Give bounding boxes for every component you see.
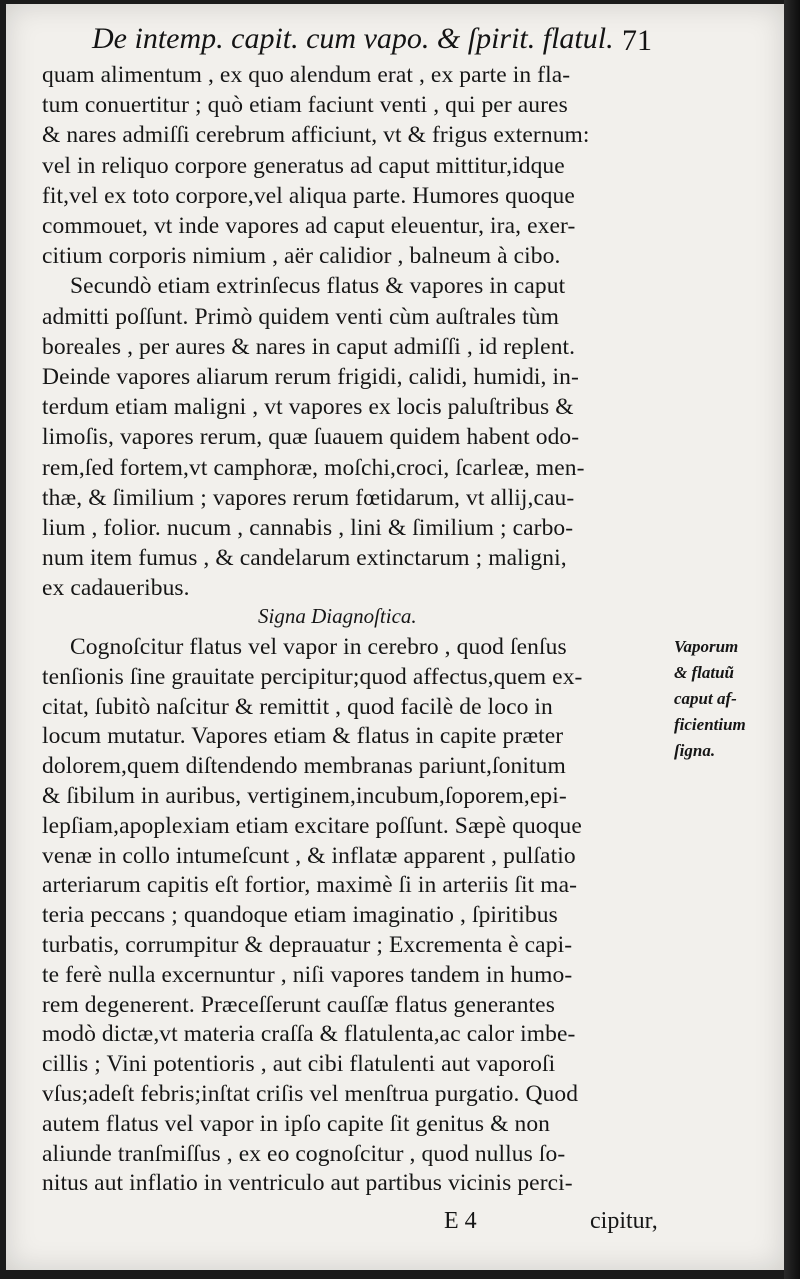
text-line: aliunde tranſmiſſus , ex eo cognoſcitur , quod nullus ſo- [42, 1140, 566, 1167]
text-line: limoſis, vapores rerum, quæ ſuauem quidem habent odo- [42, 424, 580, 451]
text-line: admitti poſſunt. Primò quidem venti cùm auſtrales tùm [42, 303, 560, 330]
text-line: lepſiam,apoplexiam etiam excitare poſſunt. Sæpè quoque [42, 812, 582, 839]
text-line: locum mutatur. Vapores etiam & flatus in capite præter [42, 723, 564, 750]
text-line: vſus;adeſt febris;inſtat criſis vel menſtrua purgatio. Quod [42, 1081, 579, 1107]
text-line: tum conuertitur ; quò etiam faciunt venti , qui per aures [42, 92, 568, 119]
margin-note-line: caput af- [674, 689, 737, 708]
text-line: turbatis, corrumpitur & deprauatur ; Excrementa è capi- [42, 932, 573, 958]
text-line: thæ, & ſimilium ; vapores rerum fœtidarum, vt allij,cau- [42, 484, 575, 511]
text-line: tenſionis ſine grauitate percipitur;quod affectus,quem ex- [42, 663, 583, 690]
text-line: vel in reliquo corpore generatus ad caput mittitur,idque [42, 152, 565, 179]
text-line: num item fumus , & candelarum extinctarum ; maligni, [42, 545, 567, 572]
text-line: modò dictæ,vt materia craſſa & flatulenta,ac calor imbe- [42, 1021, 576, 1048]
text-line: rem degenerent. Præceſſerunt cauſſæ flatus generantes [42, 991, 555, 1018]
text-line: teria peccans ; quandoque etiam imaginatio , ſpiritibus [42, 902, 558, 929]
text-line: lium , folior. nucum , cannabis , lini & ſimilium ; carbo- [42, 515, 574, 541]
margin-note-line: ficientium [674, 715, 746, 734]
catchword: cipitur, [590, 1208, 658, 1234]
text-line: autem flatus vel vapor in ipſo capite ſit genitus & non [42, 1110, 551, 1137]
text-line: boreales , per aures & nares in caput admiſſi , id replent. [42, 333, 576, 360]
page-edge-shadow [784, 0, 800, 1279]
text-line: venæ in collo intumeſcunt , & inflatæ apparent , pulſatio [42, 842, 576, 869]
text-line: nitus aut inflatio in ventriculo aut partibus vicinis perci- [42, 1170, 573, 1197]
section-subheading: Signa Diagnoſtica. [258, 604, 417, 628]
text-line: quam alimentum , ex quo alendum erat , ex parte in fla- [42, 62, 571, 88]
running-title: De intemp. capit. cum vapo. & ſpirit. flatul. [92, 22, 614, 55]
text-line: cillis ; Vini potentioris , aut cibi flatulenti aut vaporoſi [42, 1051, 556, 1078]
margin-note-line: Vaporum [674, 637, 739, 656]
signature-mark: E 4 [444, 1208, 477, 1234]
text-line: Secundò etiam extrinſecus flatus & vapores in caput [70, 273, 566, 300]
margin-note-line: & flatuũ [674, 663, 734, 682]
page-number: 71 [622, 24, 652, 57]
text-line: terdum etiam maligni , vt vapores ex locis paluſtribus & [42, 394, 574, 421]
text-line: te ferè nulla excernuntur , niſi vapores tandem in humo- [42, 961, 573, 988]
text-line: rem,ſed fortem,vt camphoræ, moſchi,croci, ſcarleæ, men- [42, 454, 585, 481]
margin-note-line: ſigna. [674, 741, 716, 760]
text-line: dolorem,quem diſtendendo membranas pariunt,ſonitum [42, 753, 566, 780]
text-line: citium corporis nimium , aër calidior , balneum à cibo. [42, 243, 561, 270]
text-line: arteriarum capitis eſt fortior, maximè ſi in arteriis ſit ma- [42, 872, 578, 899]
text-line: fit,vel ex toto corpore,vel aliqua parte. Humores quoque [42, 182, 575, 209]
text-line: & ſibilum in auribus, vertiginem,incubum,ſoporem,epi- [42, 783, 567, 809]
marginal-note [674, 634, 786, 764]
text-line: Cognoſcitur flatus vel vapor in cerebro , quod ſenſus [70, 634, 567, 660]
text-line: commouet, vt inde vapores ad caput eleuentur, ira, exer- [42, 213, 576, 239]
text-line: citat, ſubitò naſcitur & remittit , quod facilè de loco in [42, 693, 553, 720]
text-line: Deinde vapores aliarum rerum frigidi, calidi, humidi, in- [42, 364, 579, 390]
text-line: ex cadaueribus. [42, 575, 190, 602]
text-line: & nares admiſſi cerebrum afficiunt, vt & frigus externum: [42, 122, 590, 149]
